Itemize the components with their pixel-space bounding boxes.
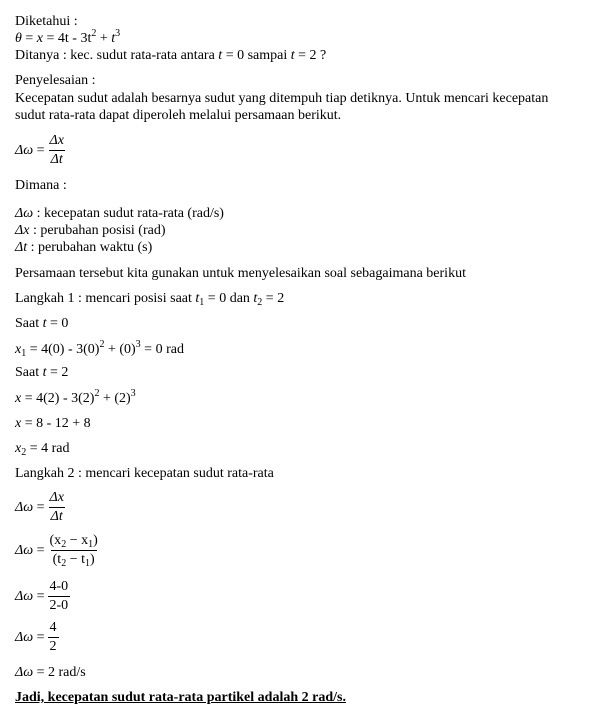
at-t2-line: Saat t = 2 [15, 365, 69, 380]
definition-delta-t: Δt : perubahan waktu (s) [15, 240, 153, 255]
step1-heading: Langkah 1 : mencari posisi saat $t_1 = 0$ dan $t_2 = 2$ [15, 291, 285, 308]
x-calculation-2: x = 8 - 12 + 8 [15, 416, 91, 431]
at-t0-line: Saat t = 0 [15, 316, 69, 331]
where-label: Dimana : [15, 178, 67, 193]
formula-step2-c: Δω = $\frac{4-0}{2-0}$ [15, 579, 69, 613]
x2-result: $x_2 = 4$ rad [15, 441, 70, 458]
step2-heading: Langkah 2 : mencari kecepatan sudut rata-rata [15, 466, 274, 481]
solution-label: Penyelesaian : [15, 73, 96, 88]
formula-step2-a: Δω = $\frac{\Delta x}{\Delta t}$ [15, 490, 64, 524]
formula-step2-d: Δω = $\frac{4}{2}$ [15, 620, 57, 654]
conclusion: Jadi, kecepatan sudut rata-rata partikel adalah 2 rad/s. [15, 690, 346, 705]
x-calculation-1: $x = 4(2) - 3(2)^2 + (2)^3$ [15, 388, 136, 406]
given-label: Diketahui : [15, 14, 78, 29]
x1-calculation: $x_1 = 4(0) - 3(0)^2 + (0)^3 = 0$ rad [15, 339, 184, 359]
formula-average-angular-velocity: Δω = $\frac{\Delta x}{\Delta t}$ [15, 133, 64, 167]
use-sentence: Persamaan tersebut kita gunakan untuk menyelesaikan soal sebagaimana berikut [15, 266, 466, 281]
definition-delta-x: Δx : perubahan posisi (rad) [15, 223, 166, 238]
given-equation: $\theta = x = 4t - 3t^2 + t^3$ [15, 28, 121, 46]
formula-step2-b: Δω = $\frac{(x_2 - x_1)}{(t_2 - t_1)}$ [15, 533, 98, 569]
intro-paragraph: Kecepatan sudut adalah besarnya sudut yang ditempuh tiap detiknya. Untuk mencari kecepatan sudut rata-rata dapat diperoleh melalui persamaan berikut. [15, 91, 549, 123]
asked-line: Ditanya : kec. sudut rata-rata antara t = 0 sampai t = 2 ? [15, 48, 327, 63]
final-result: Δω = 2 rad/s [15, 665, 86, 680]
definition-delta-omega: Δω : kecepatan sudut rata-rata (rad/s) [15, 206, 224, 221]
